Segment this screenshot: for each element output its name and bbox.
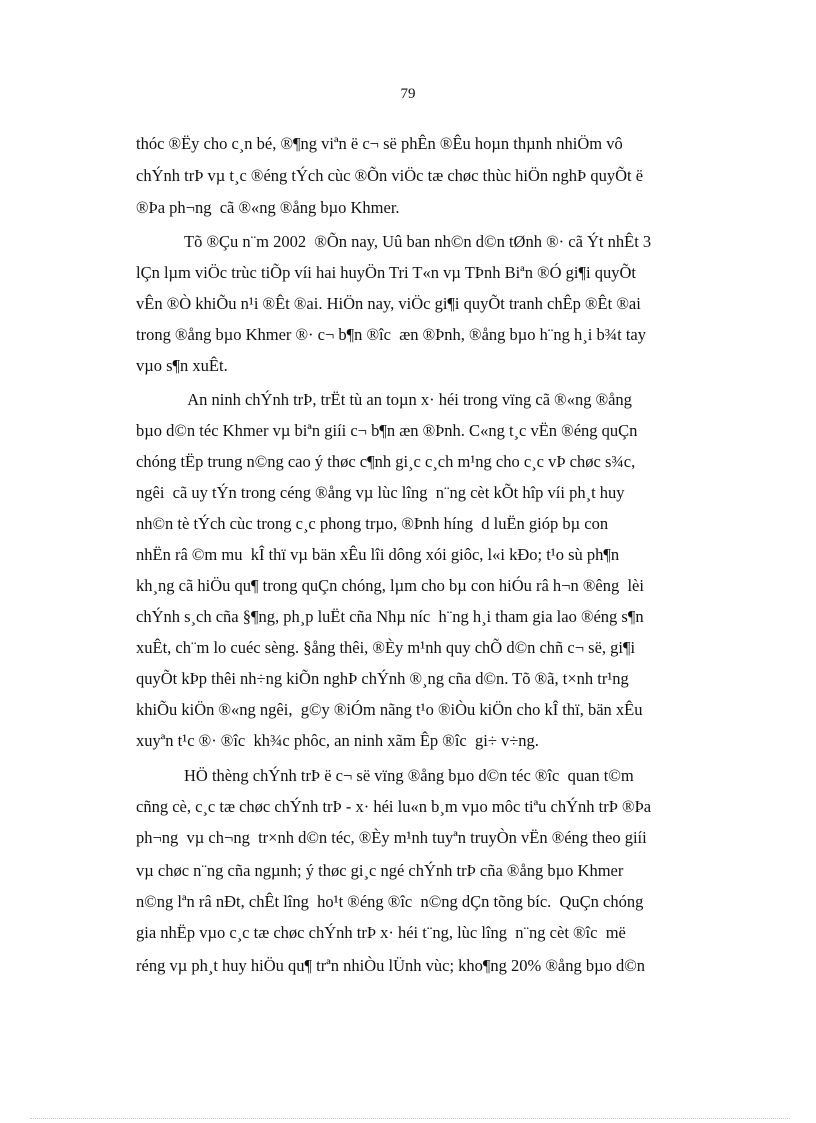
text-line: vÊn ®Ò khiÕu n¹i ®Êt ®ai. HiÖn nay, viÖc gi¶i quyÕt tranh chÊp ®Êt ®ai <box>136 294 641 313</box>
text-line: kh¸ng cã hiÖu qu¶ trong quÇn chóng, lµm cho bµ con hiÓu râ h¬n ®êng lèi <box>136 576 644 595</box>
text-line: ®Þa ph¬ng cã ®«ng ®ång bµo Khmer. <box>136 198 400 217</box>
text-line: khiÕu kiÖn ®«ng ngêi, g©y ®iÓm nãng t¹o ®iÒu kiÖn cho kÎ thï, bän xÊu <box>136 700 643 719</box>
text-line: ph¬ng vµ ch¬ng tr×nh d©n téc, ®Èy m¹nh tuyªn truyÒn vËn ®éng theo giíi <box>136 828 647 847</box>
text-line: gia nhËp vµo c¸c tæ chøc chÝnh trÞ x· héi t¨ng, lùc lîng n¨ng cèt ®îc më <box>136 923 626 942</box>
text-line: xuÊt, ch¨m lo cuéc sèng. §ång thêi, ®Èy m¹nh quy chÕ d©n chñ c¬ së, gi¶i <box>136 638 636 657</box>
text-line: réng vµ ph¸t huy hiÖu qu¶ trªn nhiÒu lÜnh vùc; kho¶ng 20% ®ång bµo d©n <box>136 956 646 975</box>
text-line: chÝnh trÞ vµ t¸c ®éng tÝch cùc ®Õn viÖc tæ chøc thùc hiÖn nghÞ quyÕt ë <box>136 166 644 185</box>
text-line: vµ chøc n¨ng cña ngµnh; ý thøc gi¸c ngé chÝnh trÞ cña ®ång bµo Khmer <box>136 861 624 880</box>
paragraph-start-line: An ninh chÝnh trÞ, trËt tù an toµn x· héi trong vïng cã ®«ng ®ång <box>184 390 632 409</box>
text-line: bµo d©n téc Khmer vµ biªn giíi c¬ b¶n æn ®Þnh. C«ng t¸c vËn ®éng quÇn <box>136 421 638 440</box>
text-line: trong ®ång bµo Khmer ®· c¬ b¶n ®îc æn ®Þnh, ®ång bµo h¨ng h¸i b¾t tay <box>136 325 646 344</box>
text-line: chÝnh s¸ch cña §¶ng, ph¸p luËt cña Nhµ níc h¨ng h¸i tham gia lao ®éng s¶n <box>136 607 644 626</box>
text-line: lÇn lµm viÖc trùc tiÕp víi hai huyÖn Tri T«n vµ TÞnh Biªn ®Ó gi¶i quyÕt <box>136 263 636 282</box>
text-line: cñng cè, c¸c tæ chøc chÝnh trÞ - x· héi lu«n b¸m vµo môc tiªu chÝnh trÞ ®Þa <box>136 797 652 816</box>
text-line: xuyªn t¹c ®· ®îc kh¾c phôc, an ninh xãm Êp ®îc gi÷ v÷ng. <box>136 731 539 750</box>
text-line: nh©n tè tÝch cùc trong c¸c phong trµo, ®Þnh híng d luËn gióp bµ con <box>136 514 609 533</box>
text-line: thóc ®Ëy cho c¸n bé, ®¶ng viªn ë c¬ së phÊn ®Êu hoµn thµnh nhiÖm vô <box>136 134 623 153</box>
text-line: quyÕt kÞp thêi nh÷ng kiÕn nghÞ chÝnh ®¸ng cña d©n. Tõ ®ã, t×nh tr¹ng <box>136 669 629 688</box>
text-line: ngêi cã uy tÝn trong céng ®ång vµ lùc lîng n¨ng cèt kÕt hîp víi ph¸t huy <box>136 483 625 502</box>
footer-divider <box>30 1118 790 1119</box>
text-line: nhËn râ ©m mu kÎ thï vµ bän xÊu lîi dông xói giôc, l«i kÐo; t¹o sù ph¶n <box>136 545 620 564</box>
paragraph-start-line: Tõ ®Çu n¨m 2002 ®Õn nay, Uû ban nh©n d©n tØnh ®· cã Ýt nhÊt 3 <box>184 232 652 251</box>
page-number: 79 <box>400 86 416 102</box>
text-line: chóng tËp trung n©ng cao ý thøc c¶nh gi¸c c¸ch m¹ng cho c¸c vÞ chøc s¾c, <box>136 452 636 471</box>
paragraph-start-line: HÖ thèng chÝnh trÞ ë c¬ së vïng ®ång bµo d©n téc ®îc quan t©m <box>184 766 634 785</box>
text-line: vµo s¶n xuÊt. <box>136 356 228 375</box>
text-line: n©ng lªn râ nÐt, chÊt lîng ho¹t ®éng ®îc n©ng dÇn tõng bíc. QuÇn chóng <box>136 892 644 911</box>
